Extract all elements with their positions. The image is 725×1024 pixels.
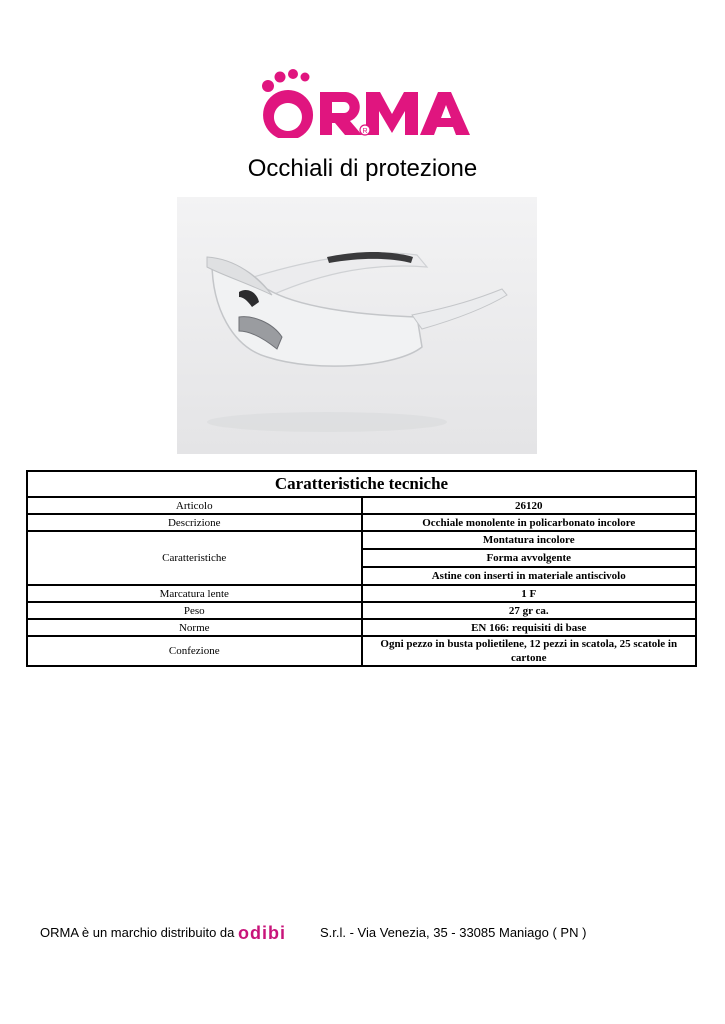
row-value: 1 F: [362, 585, 697, 602]
spec-table: [26, 470, 697, 667]
row-value: Occhiale monolente in policarbonato incolore: [362, 514, 697, 531]
row-value: 27 gr ca.: [362, 602, 697, 619]
footer-prefix: ORMA è un marchio distribuito da: [40, 925, 235, 941]
row-value: Montatura incolore: [362, 531, 697, 549]
table-row: [27, 585, 696, 602]
product-photo: [177, 197, 537, 454]
orma-logo: [258, 68, 473, 138]
row-value: Ogni pezzo in busta polietilene, 12 pezzi in scatola, 25 scatole in cartone: [362, 636, 697, 666]
registered-mark: R: [362, 128, 368, 135]
table-row: [27, 602, 696, 619]
row-value: 26120: [362, 497, 697, 514]
row-label: Marcatura lente: [27, 585, 362, 602]
row-value: Astine con inserti in materiale antiscivolo: [362, 567, 697, 585]
row-label: Caratteristiche: [27, 531, 362, 585]
spec-table-header: Caratteristiche tecniche: [27, 471, 696, 497]
row-label: Articolo: [27, 497, 362, 514]
table-row: [27, 514, 696, 531]
table-row: [27, 619, 696, 636]
row-label: Norme: [27, 619, 362, 636]
row-label: Descrizione: [27, 514, 362, 531]
footer: [40, 924, 586, 941]
row-value: EN 166: requisiti di base: [362, 619, 697, 636]
row-label: Peso: [27, 602, 362, 619]
row-label: Confezione: [27, 636, 362, 666]
odibi-logo-text: odibi: [238, 924, 286, 941]
odibi-logo: [238, 925, 320, 941]
table-row: [27, 636, 696, 666]
page-title: Occhiali di protezione: [247, 155, 478, 182]
footer-suffix: S.r.l. - Via Venezia, 35 - 33085 Maniago ( PN ): [320, 925, 587, 941]
table-row: [27, 497, 696, 514]
row-value: Forma avvolgente: [362, 549, 697, 567]
table-row: [27, 531, 696, 549]
